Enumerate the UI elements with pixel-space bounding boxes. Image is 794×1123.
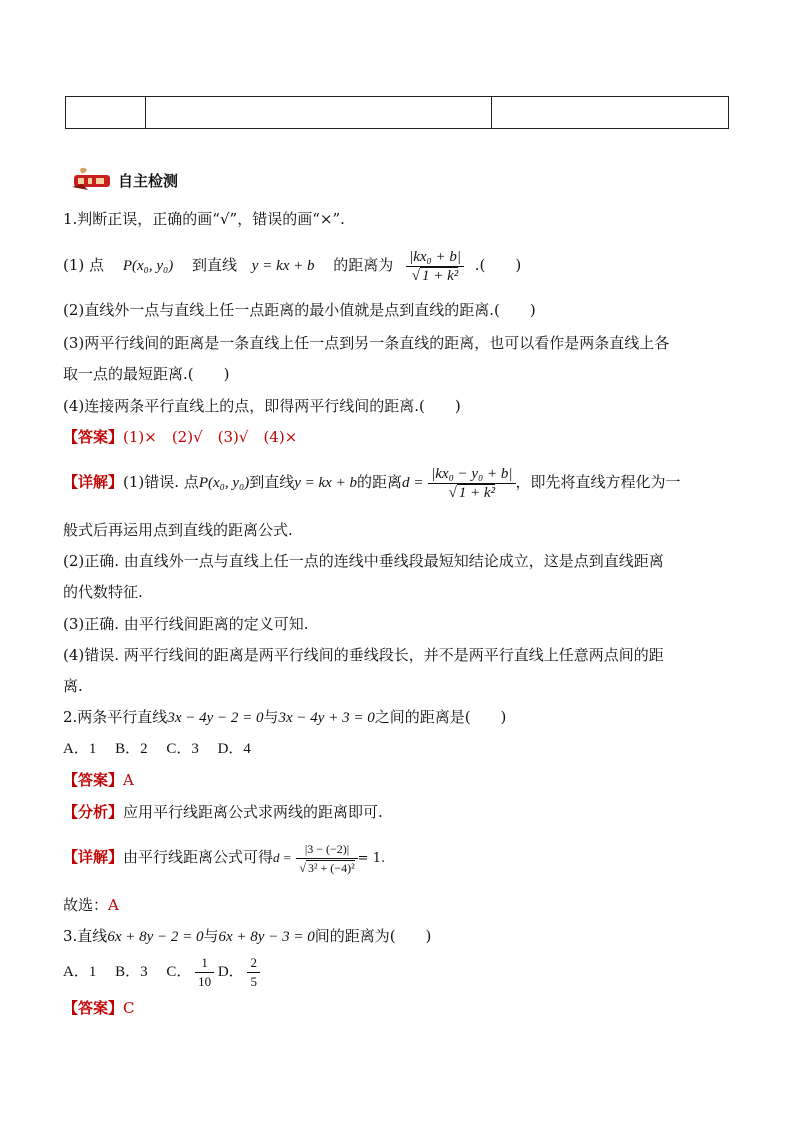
text: .( ) — [474, 256, 522, 274]
math-fraction — [406, 248, 464, 285]
sqrt-body: 3² + (−4)² — [307, 860, 355, 875]
math-lhs: d = — [273, 850, 292, 865]
answer-tag: 【答案】 — [63, 999, 124, 1017]
answer-text: C — [123, 999, 135, 1017]
section-badge-icon — [70, 165, 114, 193]
text: 到直线 — [192, 256, 238, 274]
sqrt-body: 1 + k² — [422, 267, 459, 284]
text: 与 — [203, 927, 219, 945]
q1-detail-2a: (2)正确. 由直线外一点与直线上任一点的连线中垂线段最短知结论成立，这是点到直线距离 — [63, 552, 664, 570]
detail-tag: 【详解】 — [63, 473, 124, 491]
answer-text: A — [123, 771, 134, 789]
answer-tag: 【答案】 — [63, 428, 124, 446]
table-cell — [66, 97, 146, 129]
q1-statement-2: (2)直线外一点与直线上任一点距离的最小值就是点到直线的距离.( ) — [63, 301, 536, 319]
text: = 1. — [357, 851, 386, 866]
text: 之间的距离是( ) — [374, 708, 507, 726]
fraction-denominator: 5 — [250, 974, 257, 990]
q1-stem: 1.判断正误，正确的画“√”，错误的画“×”. — [63, 210, 345, 228]
q1-statement-4: (4)连接两条平行直线上的点，即得两平行线间的距离.( ) — [63, 397, 461, 415]
option-c-fraction — [195, 954, 214, 991]
text: ，即先将直线方程化为一 — [515, 473, 681, 491]
q2-analysis — [63, 802, 383, 822]
math-line: y = kx + b — [251, 258, 315, 274]
analysis-text: 应用平行线距离公式求两线的距离即可. — [123, 803, 383, 821]
math-line: y = kx + b — [294, 475, 357, 491]
fraction-numerator: |kx₀ + b| — [406, 248, 464, 267]
answer-text: (1)× (2)√ (3)√ (4)× — [123, 428, 298, 446]
math-fraction — [296, 840, 357, 877]
text: D． — [217, 964, 244, 980]
math-equation: 3x − 4y + 3 = 0 — [278, 710, 375, 726]
q1-statement-3b: 取一点的最短距离.( ) — [63, 365, 230, 383]
detail-text: 由平行线距离公式可得 — [123, 848, 274, 866]
text: 到直线 — [249, 473, 295, 491]
math-equation: 3x − 4y − 2 = 0 — [167, 710, 264, 726]
text: 的距离为 — [333, 256, 394, 274]
fraction-numerator: 1 — [195, 954, 214, 973]
table-cell — [146, 97, 492, 129]
choose-text: A — [108, 896, 119, 914]
sqrt-body: 1 + k² — [458, 484, 496, 501]
answer-tag: 【答案】 — [63, 771, 124, 789]
fraction-denominator: √ 3² + (−4)² — [299, 860, 355, 875]
math-equation: 6x + 8y − 2 = 0 — [107, 929, 204, 945]
option-d-fraction — [247, 954, 260, 991]
math-point: P(x₀, y₀) — [122, 258, 174, 274]
q1-statement-3a: (3)两平行线间的距离是一条直线上任一点到另一条直线的距离，也可以看作是两条直线上各 — [63, 334, 670, 352]
math-equation: 6x + 8y − 3 = 0 — [218, 929, 315, 945]
table-cell — [492, 97, 729, 129]
text: 与 — [263, 708, 279, 726]
q1-detail-1 — [63, 460, 681, 505]
text: 3.直线 — [63, 927, 108, 945]
q3-answer — [63, 998, 135, 1018]
text: 故选： — [63, 896, 109, 914]
q3-options — [63, 952, 260, 992]
text: A．1 B．3 C． — [63, 964, 192, 980]
math-fraction — [428, 465, 515, 502]
fraction-numerator: |3 − (−2)| — [296, 840, 357, 859]
q2-answer — [63, 770, 134, 790]
q2-detail — [63, 835, 385, 881]
q2-stem — [63, 707, 506, 728]
analysis-tag: 【分析】 — [63, 803, 124, 821]
q1-detail-4a: (4)错误. 两平行线间的距离是两平行线间的垂线段长，并不是两平行直线上任意两点间的距 — [63, 646, 664, 664]
q1-answer — [63, 427, 297, 447]
fraction-denominator: √ 1 + k² — [448, 484, 496, 501]
q1-detail-2b: 的代数特征. — [63, 583, 143, 601]
text: 2.两条平行直线 — [63, 708, 168, 726]
math-point: P(x₀, y₀) — [198, 475, 250, 491]
fraction-numerator: 2 — [247, 954, 260, 973]
text: 间的距离为( ) — [314, 927, 432, 945]
section-header — [70, 165, 179, 197]
q1-statement-1 — [63, 245, 521, 286]
text: (1) 点 — [63, 256, 105, 274]
q1-detail-3: (3)正确. 由平行线间距离的定义可知. — [63, 615, 309, 633]
q2-choose — [63, 895, 119, 915]
q3-stem — [63, 926, 431, 947]
text: (1)错误. 点 — [123, 473, 199, 491]
q1-detail-4b: 离. — [63, 677, 83, 695]
header-table — [65, 96, 729, 129]
math-lhs: d = — [401, 475, 424, 491]
fraction-numerator: |kx₀ − y₀ + b| — [428, 465, 515, 484]
fraction-denominator: √ 1 + k² — [411, 267, 459, 284]
detail-tag: 【详解】 — [63, 848, 124, 866]
text: 的距离 — [356, 473, 402, 491]
q2-options: A．1 B．2 C．3 D．4 — [63, 741, 251, 757]
fraction-denominator: 10 — [198, 974, 212, 990]
q1-detail-1-cont: 般式后再运用点到直线的距离公式. — [63, 521, 293, 539]
section-title: 自主检测 — [118, 172, 179, 190]
